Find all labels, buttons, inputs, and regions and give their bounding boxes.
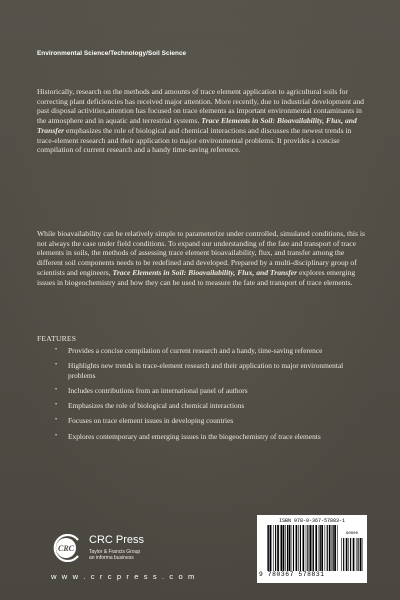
publisher-tagline: an informa business <box>89 555 134 561</box>
feature-text: Explores contemporary and emerging issues in the biogeochemistry of trace elements <box>68 431 321 441</box>
description-text: emphasizes the role of biological and chemical interactions and discusses the newest trends in trace-element research and their application to major environmental problems. It provides a concise compilation of current research and a handy time-saving reference. <box>37 125 352 155</box>
feature-text: Emphasizes the role of biological and chemical interactions <box>68 401 245 411</box>
bullet-icon: • <box>55 417 58 424</box>
description-paragraph-1 <box>37 87 367 155</box>
bullet-icon: • <box>55 386 58 393</box>
feature-text: Highlights new trends in trace-element research and their application to major environmental problems <box>68 361 344 380</box>
feature-item <box>55 432 355 442</box>
book-title-inline: Trace Elements in Soil: Bioavailability, Flux, and Transfer <box>112 267 298 277</box>
feature-item <box>55 346 355 356</box>
description-text: Historically, research on the methods and amounts of trace element application to agricultural soils for correcting plant deficiencies has received major attention. More recently, due to industrial development and past disposal activities,attention has focused on trace elements as important environmental contaminants in the atmosphere and in aquatic and terrestrial systems. <box>37 87 364 126</box>
logo-text: CRC <box>57 544 75 553</box>
feature-text: Includes contributions from an international panel of authors <box>68 385 248 395</box>
features-heading: FEATURES <box>37 334 77 343</box>
feature-item <box>55 361 355 380</box>
description-text: While bioavailability can be relatively simple to parameterize under controlled, simulated conditions, this is not always the case under field conditions. To expand our understanding of the fate and transport of trace elements in soils, the methods of assessing trace element bioavailability, flux, and transfer among the different soil components needs to be redefined and developed. Prepared by a multi-disciplinary group of scientists and engineers, <box>37 229 365 277</box>
publisher-subtitle <box>89 549 169 561</box>
bullet-icon: • <box>55 432 58 439</box>
price-barcode-icon <box>341 538 363 571</box>
price-code: 90000 <box>345 532 358 536</box>
publisher-name: CRC Press <box>89 534 145 546</box>
barcode-icon <box>267 525 339 571</box>
description-paragraph-2 <box>37 229 367 287</box>
publisher-website: w w w . c r c p r e s s . c o m <box>51 572 196 581</box>
bullet-icon: • <box>55 362 58 369</box>
feature-item <box>55 401 355 411</box>
description-text: explores emerging issues in biogeochemistry and how they can be used to measure the fate and transport of trace elements. <box>37 267 356 287</box>
features-list <box>55 346 355 447</box>
isbn-label: ISBN 978-0-367-57883-1 <box>278 518 345 524</box>
barcode-panel <box>257 515 367 583</box>
bullet-icon: • <box>55 402 58 409</box>
barcode-digits: 9 780367 578831 <box>259 571 325 578</box>
feature-item <box>55 386 355 396</box>
publisher-group: Taylor & Francis Group <box>89 549 141 555</box>
category-label: Environmental Science/Technology/Soil Science <box>37 50 187 57</box>
feature-text: Focuses on trace element issues in developing countries <box>68 416 234 426</box>
feature-text: Provides a concise compilation of current research and a handy, time-saving reference <box>68 346 323 355</box>
bullet-icon: • <box>55 347 58 353</box>
feature-item <box>55 416 355 426</box>
crc-logo-icon <box>51 534 83 562</box>
book-title-inline: Trace Elements in Soil: Bioavailability, Flux, and Transfer <box>37 116 357 135</box>
